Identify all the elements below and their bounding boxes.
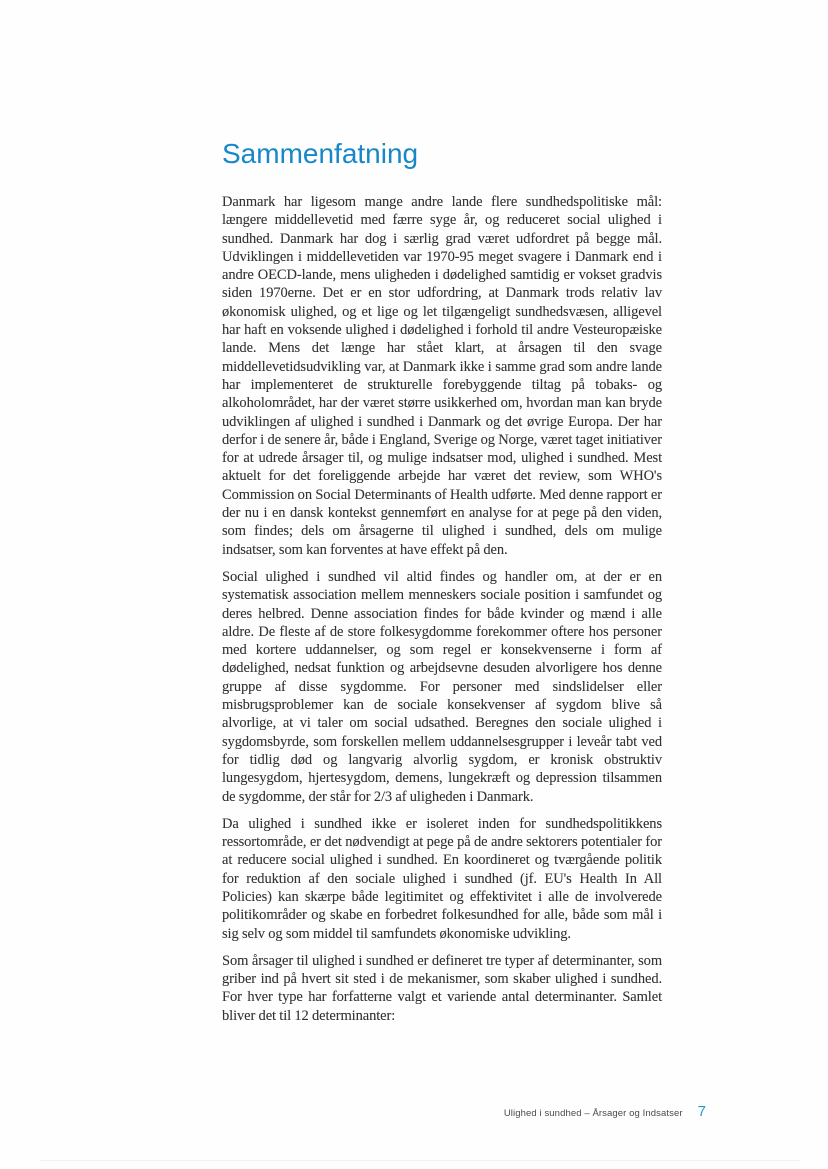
scan-edge-artifact [40, 1160, 800, 1161]
paragraph-1: Danmark har ligesom mange andre lande flere sundhedspolitiske mål: længere middellevetid med færre syge år, og reduceret social ulighed i sundhed. Danmark har dog i særlig grad været udfordret på begge mål. Udviklingen i middellevetiden var 1970-95 meget svagere i Danmark end i andre OECD-lande, mens uligheden i dødelighed samtidig er vokset gradvis siden 1970erne. Det er en stor udfordring, at Danmark trods relativ lav økonomisk ulighed, og et lige og let tilgængeligt sundhedsvæsen, alligevel har haft en voksende ulighed i dødelighed i forhold til andre Vesteuropæiske lande. Mens det længe har stået klart, at årsagen til den svage middellevetidsudvikling var, at Danmark ikke i samme grad som andre lande har implementeret de strukturelle forebyggende tiltag på tobaks- og alkoholområdet, har der været større usikkerhed om, hvordan man kan bryde udviklingen af ulighed i sundhed i Danmark og det øvrige Europa. Der har derfor i de senere år, både i England, Sverige og Norge, været taget initiativer for at udrede årsager til, og mulige indsatser mod, ulighed i sundhed. Mest aktuelt for det foreliggende arbejde har været det review, som WHO's Commission on Social Determinants of Health udførte. Med denne rapport er der nu i en dansk kontekst gennemført en analyse for at pege på den viden, som findes; dels om årsagerne til ulighed i sundhed, dels om mulige indsatser, som kan forventes at have effekt på den. [222, 194, 662, 558]
page-footer [504, 1103, 706, 1120]
paragraph-4: Som årsager til ulighed i sundhed er defineret tre typer af determinanter, som griber ind på hvert sit sted i de mekanismer, som skaber ulighed i sundhed. For hver type har forfatterne valgt et variende antal determinanter. Samlet bliver det til 12 determinanter: [222, 952, 662, 1024]
footer-running-title: Ulighed i sundhed – Årsager og Indsatser [503, 1108, 683, 1119]
footer-page-number: 7 [697, 1103, 706, 1120]
page-title: Sammenfatning [222, 138, 419, 169]
paragraph-3: Da ulighed i sundhed ikke er isoleret inden for sundhedspolitikkens ressortområde, er det nødvendigt at pege på de andre sektorers potentialer for at reducere social ulighed i sundhed. En koordineret og tværgående politik for reduktion af den sociale ulighed i sundhed (jf. EU's Health In All Policies) kan skærpe både legitimitet og effektivitet i alle de involverede politikområder og skabe en forbedret folkesundhed for alle, både som mål i sig selv og som middel til samfundets økonomiske udvikling. [222, 815, 662, 942]
document-body [222, 139, 662, 1034]
paragraph-2: Social ulighed i sundhed vil altid findes og handler om, at der er en systematisk association mellem menneskers sociale position i samfundet og deres helbred. Denne association findes for både kvinder og mænd i alle aldre. De fleste af de store folkesygdomme forekommer oftere hos personer med kortere uddannelser, og som regel er konsekvenserne i form af dødelighed, nedsat funktion og arbejdsevne desuden alvorligere hos denne gruppe af disse sygdomme. For personer med sindslidelser eller misbrugsproblemer kan de sociale konsekvenser af sygdom blive så alvorlige, at vi taler om social udsathed. Beregnes den sociale ulighed i sygdomsbyrde, som forskellen mellem uddannelsesgrupper i leveår tabt ved for tidlig død og langvarig alvorlig sygdom, er kronisk obstruktiv lungesygdom, hjertesygdom, demens, lungekræft og depression tilsammen de sygdomme, der står for 2/3 af uligheden i Danmark. [222, 568, 662, 805]
